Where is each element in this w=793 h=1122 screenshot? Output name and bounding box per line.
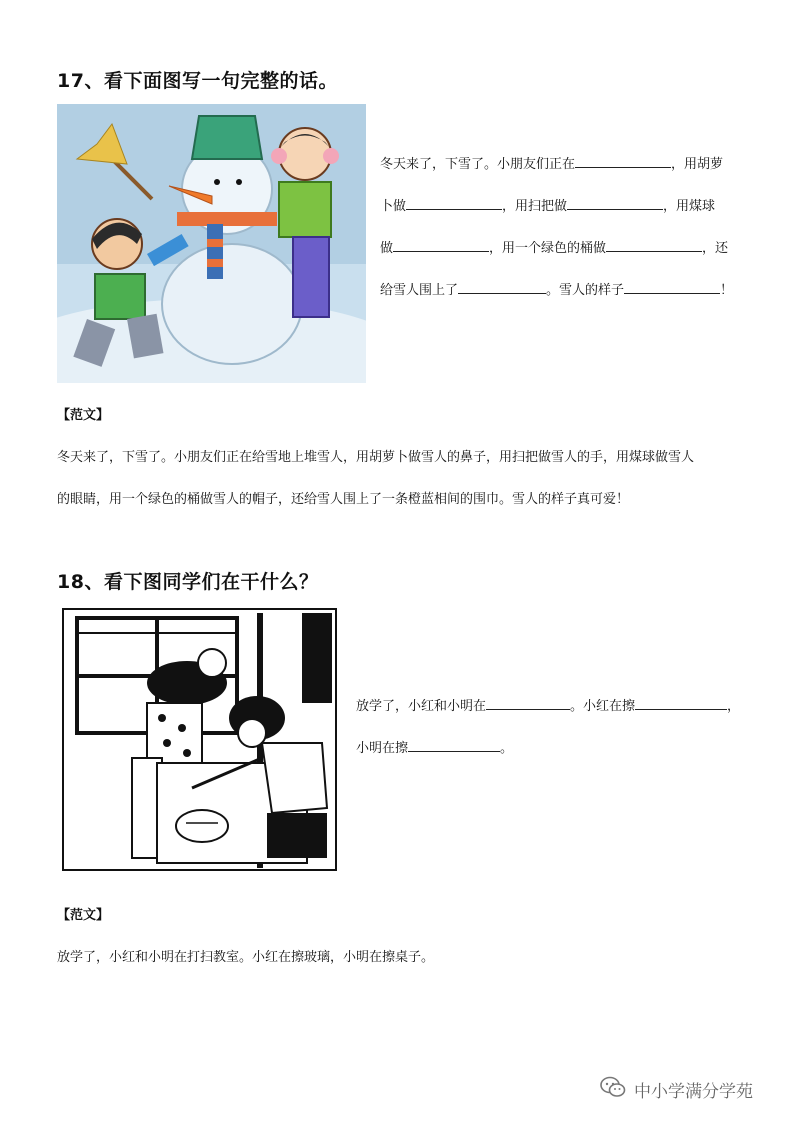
watermark-text: 中小学满分学苑 [634, 1082, 753, 1102]
q17-line-3 [380, 239, 728, 255]
q17-blank-2[interactable] [406, 197, 502, 210]
q18-line-2-text-a: 小明在擦 [356, 741, 409, 756]
q17-line-4-text-b: 。雪人的样子 [546, 283, 625, 298]
watermark [600, 1076, 753, 1103]
q18-line-2-text-b: 。 [500, 741, 514, 756]
q17-line-3-text-b: ，用一个绿色的桶做 [489, 241, 607, 256]
question-17-title: 17、看下面图写一句完整的话。 [57, 70, 338, 92]
q17-line-2 [380, 197, 715, 213]
q17-blank-4[interactable] [393, 239, 489, 252]
q17-line-2-text-a: 卜做 [380, 199, 407, 214]
q17-blank-7[interactable] [624, 281, 720, 294]
q18-line-1-text-c: ， [727, 699, 741, 714]
q17-line-3-text-a: 做 [380, 241, 394, 256]
q17-line-4-text-a: 给雪人围上了 [380, 283, 459, 298]
q18-blank-3[interactable] [408, 739, 500, 752]
wechat-icon [600, 1076, 626, 1103]
q18-blank-2[interactable] [635, 697, 727, 710]
q18-line-1-text-a: 放学了，小红和小明在 [356, 699, 487, 714]
q18-line-1-text-b: 。小红在擦 [570, 699, 636, 714]
q17-line-2-text-b: ，用扫把做 [502, 199, 568, 214]
q18-answer-label: 【范文】 [57, 908, 110, 923]
q17-blank-5[interactable] [606, 239, 702, 252]
q17-blank-1[interactable] [575, 155, 671, 168]
q17-line-3-text-c: ，还 [702, 241, 729, 256]
q18-line-1 [356, 697, 740, 713]
q17-line-4-text-c: ！ [720, 283, 734, 298]
q17-line-4 [380, 281, 733, 297]
classroom-cleaning-illustration [62, 608, 337, 871]
snowman-illustration [57, 104, 366, 383]
q17-line-1-text-b: ，用胡萝 [671, 157, 724, 172]
q17-answer-label: 【范文】 [57, 408, 110, 423]
q17-answer-line-2: 的眼睛，用一个绿色的桶做雪人的帽子，还给雪人围上了一条橙蓝相间的围巾。雪人的样子真可爱！ [57, 492, 630, 507]
q17-line-1-text-a: 冬天来了，下雪了。小朋友们正在 [380, 157, 576, 172]
q17-answer-line-1: 冬天来了，下雪了。小朋友们正在给雪地上堆雪人，用胡萝卜做雪人的鼻子，用扫把做雪人的手，用煤球做雪人 [57, 450, 695, 465]
q17-blank-3[interactable] [567, 197, 663, 210]
q17-line-2-text-c: ，用煤球 [663, 199, 716, 214]
q17-blank-6[interactable] [458, 281, 546, 294]
q17-line-1 [380, 155, 723, 171]
question-18-title: 18、看下图同学们在干什么？ [57, 571, 319, 593]
q18-answer-text: 放学了，小红和小明在打扫教室。小红在擦玻璃，小明在擦桌子。 [57, 950, 435, 965]
q18-blank-1[interactable] [486, 697, 570, 710]
q18-line-2 [356, 739, 513, 755]
